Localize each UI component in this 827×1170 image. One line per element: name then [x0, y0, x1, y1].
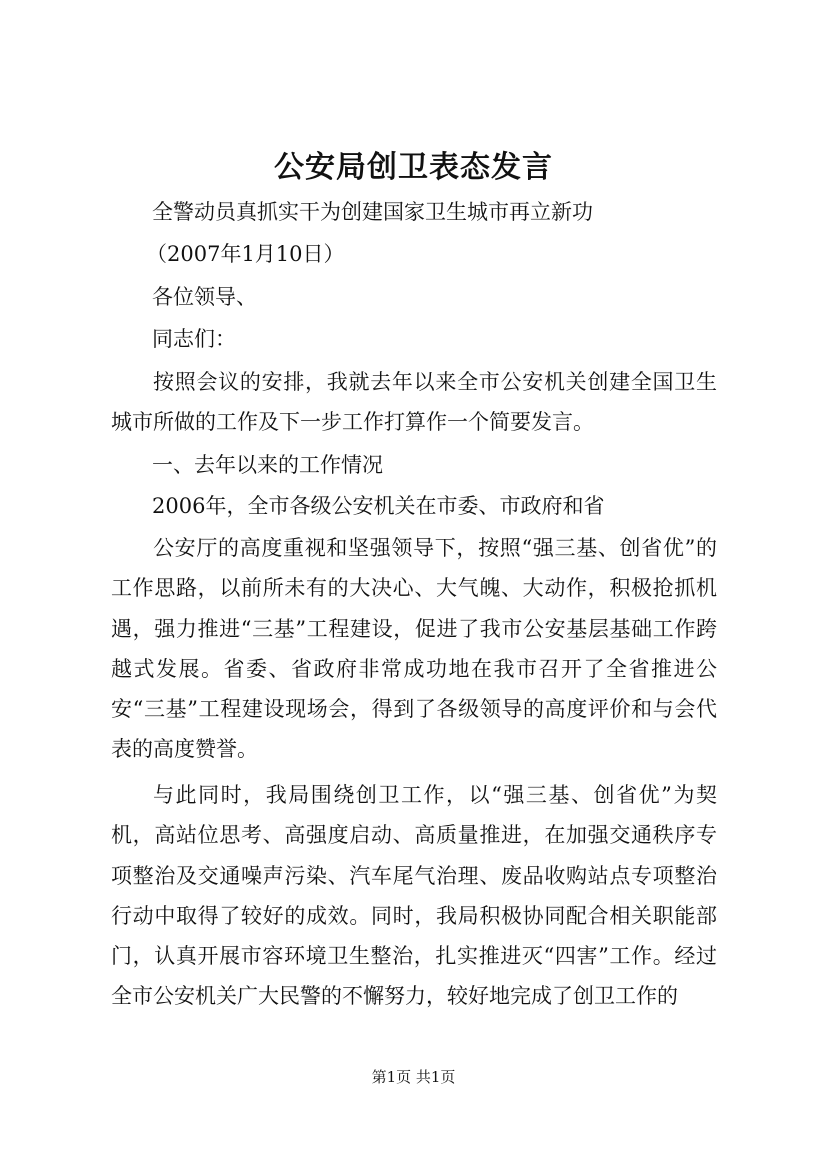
document-title: 公安局创卫表态发言: [274, 150, 553, 185]
document-date: （2007年1月10日）: [146, 242, 345, 266]
page-number: 第1页 共1页: [371, 1068, 456, 1086]
salutation-comrades: 同志们：: [152, 327, 236, 351]
paragraph-chuangwei: 与此同时，我局围绕创卫工作，以“强三基、创省优”为契机，高站位思考、高强度启动、高质量推进，在加强交通秩序专项整治及交通噪声污染、汽车尾气治理、废品收购站点专项整治行动中取得了较好的成效。同时，我局积极协同配合相关职能部门，认真开展市容环境卫生整治，扎实推进灭“四害”工作。经过全市公安机关广大民警的不懈努力，较好地完成了创卫工作的: [111, 783, 717, 1009]
paragraph-sanji: 公安厅的高度重视和坚强领导下，按照“强三基、创省优”的工作思路，以前所未有的大决心、大气魄、大动作，积极抢抓机遇，强力推进“三基”工程建设，促进了我市公安基层基础工作跨越式发展。省委、省政府非常成功地在我市召开了全省推进公安“三基”工程建设现场会，得到了各级领导的高度评价和与会代表的高度赞誉。: [111, 536, 717, 762]
paragraph-intro: 按照会议的安排，我就去年以来全市公安机关创建全国卫生城市所做的工作及下一步工作打算作一个简要发言。: [111, 370, 717, 435]
section-heading: 一、去年以来的工作情况: [152, 453, 383, 477]
salutation-leaders: 各位领导、: [152, 285, 257, 309]
paragraph-2006-lead: 2006年，全市各级公安机关在市委、市政府和省: [152, 494, 605, 518]
document-subtitle: 全警动员真抓实干为创建国家卫生城市再立新功: [152, 200, 593, 224]
